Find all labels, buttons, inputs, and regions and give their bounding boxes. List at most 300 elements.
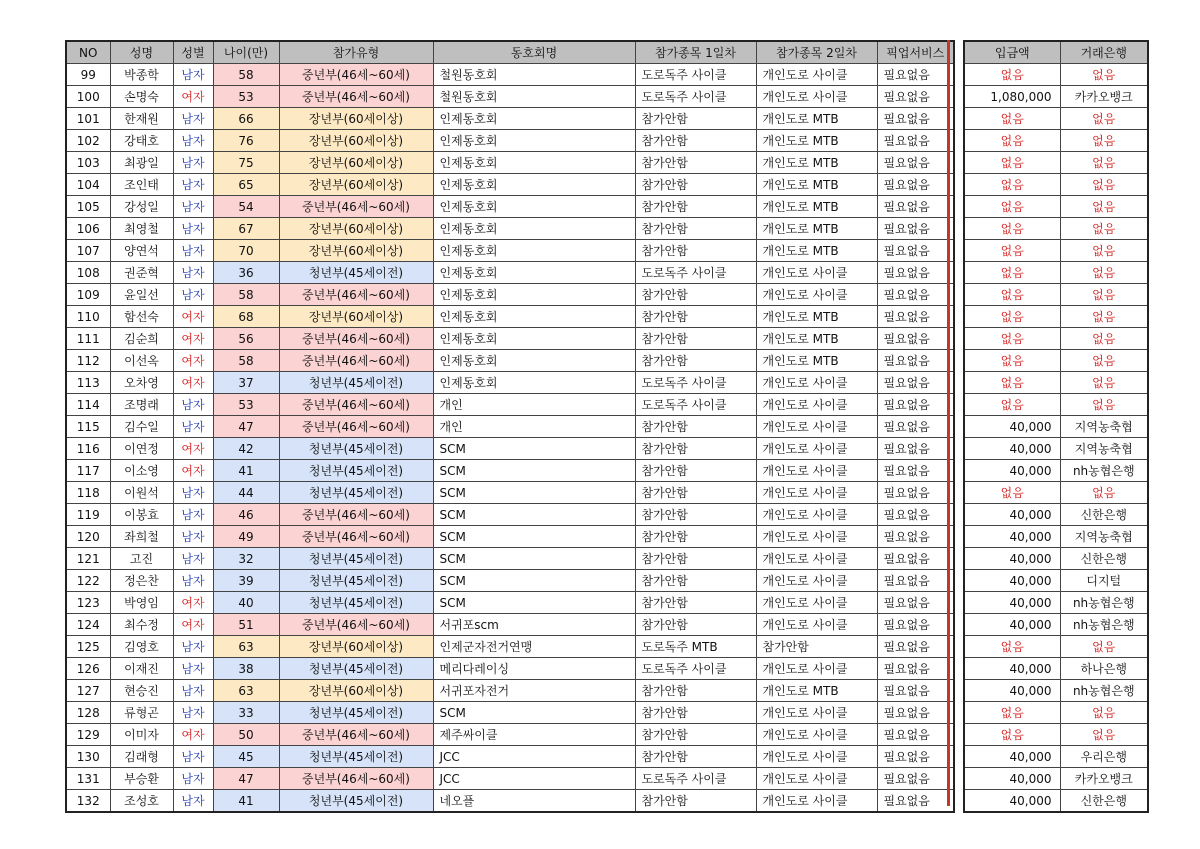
payment-row (964, 372, 1148, 394)
cell-pickup: 필요없음 (877, 394, 954, 416)
cell-club: 메리다레이싱 (433, 658, 635, 680)
cell-category: 청년부(45세이전) (279, 482, 433, 504)
cell-bank: 없음 (1060, 636, 1148, 658)
cell-gender: 남자 (173, 174, 213, 196)
payment-row (964, 526, 1148, 548)
payment-table (963, 40, 1149, 813)
payment-row (964, 394, 1148, 416)
cell-age: 58 (213, 64, 279, 86)
table-row (66, 218, 954, 240)
cell-day1: 참가안함 (635, 240, 756, 262)
cell-club: 네오플 (433, 790, 635, 813)
cell-club: 개인 (433, 416, 635, 438)
cell-bank: 신한은행 (1060, 548, 1148, 570)
cell-pickup: 필요없음 (877, 350, 954, 372)
cell-category: 청년부(45세이전) (279, 460, 433, 482)
cell-pickup: 필요없음 (877, 328, 954, 350)
cell-category: 중년부(46세~60세) (279, 724, 433, 746)
header-no: NO (66, 41, 110, 64)
cell-club: 인제동호회 (433, 196, 635, 218)
payment-row (964, 174, 1148, 196)
cell-day2: 개인도로 사이클 (756, 614, 877, 636)
cell-pickup: 필요없음 (877, 108, 954, 130)
cell-club: 인제동호회 (433, 240, 635, 262)
cell-gender: 여자 (173, 86, 213, 108)
table-row (66, 724, 954, 746)
cell-category: 중년부(46세~60세) (279, 328, 433, 350)
cell-club: JCC (433, 746, 635, 768)
cell-age: 39 (213, 570, 279, 592)
cell-club: 인제동호회 (433, 306, 635, 328)
cell-pickup: 필요없음 (877, 460, 954, 482)
table-row (66, 372, 954, 394)
cell-day1: 참가안함 (635, 746, 756, 768)
cell-name: 양연석 (110, 240, 173, 262)
cell-bank: 하나은행 (1060, 658, 1148, 680)
cell-gender: 남자 (173, 658, 213, 680)
table-row (66, 570, 954, 592)
cell-deposit: 없음 (964, 372, 1060, 394)
cell-club: SCM (433, 504, 635, 526)
table-row (66, 614, 954, 636)
cell-age: 47 (213, 416, 279, 438)
cell-no: 130 (66, 746, 110, 768)
cell-name: 김래형 (110, 746, 173, 768)
cell-day1: 도로독주 사이클 (635, 658, 756, 680)
cell-club: 제주싸이클 (433, 724, 635, 746)
table-row (66, 636, 954, 658)
table-row (66, 152, 954, 174)
cell-club: JCC (433, 768, 635, 790)
header-age: 나이(만) (213, 41, 279, 64)
cell-bank: 없음 (1060, 306, 1148, 328)
cell-pickup: 필요없음 (877, 284, 954, 306)
cell-name: 부승환 (110, 768, 173, 790)
cell-gender: 남자 (173, 526, 213, 548)
cell-age: 70 (213, 240, 279, 262)
table-row (66, 790, 954, 813)
cell-deposit: 1,080,000 (964, 86, 1060, 108)
cell-pickup: 필요없음 (877, 570, 954, 592)
table-row (66, 130, 954, 152)
cell-category: 장년부(60세이상) (279, 218, 433, 240)
cell-day1: 도로독주 사이클 (635, 262, 756, 284)
cell-gender: 여자 (173, 328, 213, 350)
payment-row (964, 438, 1148, 460)
cell-club: 인제동호회 (433, 350, 635, 372)
cell-no: 120 (66, 526, 110, 548)
cell-day1: 도로독주 사이클 (635, 372, 756, 394)
cell-pickup: 필요없음 (877, 702, 954, 724)
cell-pickup: 필요없음 (877, 196, 954, 218)
cell-category: 청년부(45세이전) (279, 746, 433, 768)
cell-bank: 디지털 (1060, 570, 1148, 592)
cell-gender: 여자 (173, 460, 213, 482)
cell-age: 42 (213, 438, 279, 460)
cell-name: 박종학 (110, 64, 173, 86)
cell-bank: 카카오뱅크 (1060, 768, 1148, 790)
cell-name: 이미자 (110, 724, 173, 746)
cell-gender: 남자 (173, 262, 213, 284)
cell-no: 107 (66, 240, 110, 262)
table-row (66, 64, 954, 86)
cell-day2: 개인도로 사이클 (756, 416, 877, 438)
cell-name: 이선옥 (110, 350, 173, 372)
cell-gender: 여자 (173, 592, 213, 614)
table-row (66, 350, 954, 372)
cell-gender: 남자 (173, 152, 213, 174)
cell-deposit: 없음 (964, 174, 1060, 196)
cell-age: 50 (213, 724, 279, 746)
cell-category: 중년부(46세~60세) (279, 64, 433, 86)
cell-name: 강성일 (110, 196, 173, 218)
cell-day1: 도로독주 사이클 (635, 64, 756, 86)
cell-pickup: 필요없음 (877, 592, 954, 614)
cell-name: 류형곤 (110, 702, 173, 724)
cell-no: 132 (66, 790, 110, 813)
payment-row (964, 658, 1148, 680)
cell-bank: 없음 (1060, 196, 1148, 218)
cell-name: 김영호 (110, 636, 173, 658)
cell-name: 이소영 (110, 460, 173, 482)
cell-deposit: 40,000 (964, 504, 1060, 526)
cell-day2: 개인도로 MTB (756, 152, 877, 174)
cell-no: 104 (66, 174, 110, 196)
payment-row (964, 262, 1148, 284)
cell-no: 106 (66, 218, 110, 240)
cell-category: 중년부(46세~60세) (279, 394, 433, 416)
cell-bank: 없음 (1060, 350, 1148, 372)
cell-category: 중년부(46세~60세) (279, 86, 433, 108)
cell-deposit: 없음 (964, 350, 1060, 372)
payment-row (964, 416, 1148, 438)
cell-deposit: 40,000 (964, 460, 1060, 482)
payment-row (964, 328, 1148, 350)
cell-club: 서귀포자전거 (433, 680, 635, 702)
cell-category: 중년부(46세~60세) (279, 196, 433, 218)
cell-no: 115 (66, 416, 110, 438)
cell-name: 김순희 (110, 328, 173, 350)
cell-day1: 참가안함 (635, 460, 756, 482)
cell-bank: 없음 (1060, 372, 1148, 394)
cell-age: 58 (213, 350, 279, 372)
cell-no: 105 (66, 196, 110, 218)
cell-bank: 없음 (1060, 394, 1148, 416)
cell-day2: 개인도로 사이클 (756, 262, 877, 284)
cell-day2: 개인도로 사이클 (756, 394, 877, 416)
cell-day2: 개인도로 MTB (756, 680, 877, 702)
payment-row (964, 680, 1148, 702)
cell-pickup: 필요없음 (877, 218, 954, 240)
cell-deposit: 40,000 (964, 592, 1060, 614)
cell-category: 장년부(60세이상) (279, 636, 433, 658)
cell-age: 36 (213, 262, 279, 284)
cell-deposit: 없음 (964, 284, 1060, 306)
cell-day1: 도로독주 사이클 (635, 86, 756, 108)
cell-gender: 남자 (173, 680, 213, 702)
cell-category: 장년부(60세이상) (279, 108, 433, 130)
payment-row (964, 548, 1148, 570)
cell-name: 강태호 (110, 130, 173, 152)
cell-bank: 없음 (1060, 240, 1148, 262)
table-row (66, 86, 954, 108)
cell-day2: 개인도로 MTB (756, 108, 877, 130)
table-row (66, 174, 954, 196)
table-row (66, 768, 954, 790)
cell-gender: 남자 (173, 108, 213, 130)
payment-row (964, 768, 1148, 790)
cell-deposit: 40,000 (964, 746, 1060, 768)
cell-pickup: 필요없음 (877, 504, 954, 526)
cell-day2: 개인도로 사이클 (756, 658, 877, 680)
header-club: 동호회명 (433, 41, 635, 64)
header-bank: 거래은행 (1060, 41, 1148, 64)
table-row (66, 548, 954, 570)
cell-no: 116 (66, 438, 110, 460)
cell-age: 65 (213, 174, 279, 196)
header-pickup: 픽업서비스 (877, 41, 954, 64)
cell-deposit: 없음 (964, 218, 1060, 240)
cell-bank: 신한은행 (1060, 504, 1148, 526)
cell-day2: 개인도로 MTB (756, 130, 877, 152)
cell-age: 68 (213, 306, 279, 328)
cell-gender: 남자 (173, 416, 213, 438)
cell-pickup: 필요없음 (877, 438, 954, 460)
header-day2: 참가종목 2일차 (756, 41, 877, 64)
cell-day1: 참가안함 (635, 350, 756, 372)
participant-table (65, 40, 955, 813)
cell-day1: 도로독주 사이클 (635, 394, 756, 416)
cell-deposit: 40,000 (964, 570, 1060, 592)
cell-no: 119 (66, 504, 110, 526)
cell-age: 40 (213, 592, 279, 614)
payment-row (964, 702, 1148, 724)
cell-club: 인제동호회 (433, 108, 635, 130)
cell-category: 중년부(46세~60세) (279, 504, 433, 526)
cell-category: 장년부(60세이상) (279, 680, 433, 702)
cell-deposit: 없음 (964, 64, 1060, 86)
cell-deposit: 없음 (964, 482, 1060, 504)
cell-deposit: 없음 (964, 130, 1060, 152)
payment-row (964, 152, 1148, 174)
cell-no: 126 (66, 658, 110, 680)
cell-pickup: 필요없음 (877, 86, 954, 108)
cell-gender: 남자 (173, 746, 213, 768)
cell-bank: 없음 (1060, 152, 1148, 174)
payment-row (964, 218, 1148, 240)
cell-day1: 참가안함 (635, 548, 756, 570)
cell-age: 58 (213, 284, 279, 306)
cell-no: 118 (66, 482, 110, 504)
cell-pickup: 필요없음 (877, 746, 954, 768)
cell-day2: 개인도로 MTB (756, 174, 877, 196)
cell-name: 현승진 (110, 680, 173, 702)
cell-age: 44 (213, 482, 279, 504)
cell-category: 장년부(60세이상) (279, 152, 433, 174)
cell-no: 128 (66, 702, 110, 724)
cell-bank: 없음 (1060, 702, 1148, 724)
cell-bank: nh농협은행 (1060, 614, 1148, 636)
table-row (66, 592, 954, 614)
cell-age: 54 (213, 196, 279, 218)
table-row (66, 108, 954, 130)
payment-row (964, 790, 1148, 813)
cell-category: 청년부(45세이전) (279, 570, 433, 592)
cell-gender: 남자 (173, 240, 213, 262)
cell-day1: 참가안함 (635, 218, 756, 240)
cell-age: 33 (213, 702, 279, 724)
cell-club: 개인 (433, 394, 635, 416)
cell-bank: 신한은행 (1060, 790, 1148, 813)
cell-day1: 참가안함 (635, 328, 756, 350)
cell-deposit: 없음 (964, 152, 1060, 174)
cell-name: 조명래 (110, 394, 173, 416)
cell-bank: 없음 (1060, 284, 1148, 306)
cell-club: 인제동호회 (433, 328, 635, 350)
cell-deposit: 없음 (964, 108, 1060, 130)
cell-age: 75 (213, 152, 279, 174)
cell-day1: 도로독주 MTB (635, 636, 756, 658)
table-row (66, 416, 954, 438)
cell-category: 장년부(60세이상) (279, 306, 433, 328)
cell-name: 이봉효 (110, 504, 173, 526)
cell-club: 인제동호회 (433, 262, 635, 284)
cell-day1: 참가안함 (635, 130, 756, 152)
cell-no: 113 (66, 372, 110, 394)
cell-pickup: 필요없음 (877, 614, 954, 636)
cell-bank: 없음 (1060, 218, 1148, 240)
cell-age: 49 (213, 526, 279, 548)
header-gender: 성별 (173, 41, 213, 64)
payment-row (964, 482, 1148, 504)
cell-deposit: 40,000 (964, 658, 1060, 680)
cell-category: 청년부(45세이전) (279, 438, 433, 460)
cell-name: 윤일선 (110, 284, 173, 306)
payment-row (964, 460, 1148, 482)
cell-gender: 남자 (173, 284, 213, 306)
cell-day1: 참가안함 (635, 482, 756, 504)
cell-no: 114 (66, 394, 110, 416)
cell-category: 중년부(46세~60세) (279, 768, 433, 790)
cell-category: 장년부(60세이상) (279, 130, 433, 152)
table-row (66, 526, 954, 548)
cell-age: 76 (213, 130, 279, 152)
cell-category: 중년부(46세~60세) (279, 350, 433, 372)
payment-row (964, 350, 1148, 372)
cell-no: 125 (66, 636, 110, 658)
cell-club: 철원동호회 (433, 64, 635, 86)
cell-name: 이재진 (110, 658, 173, 680)
cell-category: 청년부(45세이전) (279, 262, 433, 284)
payment-row (964, 108, 1148, 130)
cell-day2: 참가안함 (756, 636, 877, 658)
table-row (66, 482, 954, 504)
cell-deposit: 40,000 (964, 614, 1060, 636)
cell-bank: 없음 (1060, 328, 1148, 350)
table-body (66, 64, 954, 813)
payment-row (964, 240, 1148, 262)
cell-name: 최영철 (110, 218, 173, 240)
payment-row (964, 592, 1148, 614)
cell-club: SCM (433, 460, 635, 482)
cell-gender: 남자 (173, 64, 213, 86)
cell-day2: 개인도로 MTB (756, 196, 877, 218)
cell-gender: 여자 (173, 614, 213, 636)
table-row (66, 504, 954, 526)
cell-bank: 지역농축협 (1060, 526, 1148, 548)
cell-day1: 참가안함 (635, 526, 756, 548)
cell-pickup: 필요없음 (877, 262, 954, 284)
cell-bank: 지역농축협 (1060, 416, 1148, 438)
cell-category: 중년부(46세~60세) (279, 614, 433, 636)
cell-day2: 개인도로 사이클 (756, 592, 877, 614)
table-row (66, 460, 954, 482)
cell-name: 이원석 (110, 482, 173, 504)
payment-row (964, 196, 1148, 218)
cell-category: 중년부(46세~60세) (279, 416, 433, 438)
cell-pickup: 필요없음 (877, 152, 954, 174)
cell-day1: 참가안함 (635, 592, 756, 614)
payment-row (964, 306, 1148, 328)
cell-gender: 여자 (173, 350, 213, 372)
cell-pickup: 필요없음 (877, 548, 954, 570)
cell-age: 53 (213, 394, 279, 416)
cell-gender: 남자 (173, 702, 213, 724)
cell-no: 121 (66, 548, 110, 570)
cell-club: 철원동호회 (433, 86, 635, 108)
cell-bank: 없음 (1060, 724, 1148, 746)
payment-row (964, 130, 1148, 152)
column-separator (947, 40, 950, 806)
cell-pickup: 필요없음 (877, 636, 954, 658)
cell-age: 32 (213, 548, 279, 570)
cell-club: SCM (433, 438, 635, 460)
table-row (66, 196, 954, 218)
cell-gender: 여자 (173, 372, 213, 394)
cell-age: 63 (213, 636, 279, 658)
cell-category: 청년부(45세이전) (279, 548, 433, 570)
cell-pickup: 필요없음 (877, 680, 954, 702)
cell-gender: 남자 (173, 130, 213, 152)
cell-day2: 개인도로 사이클 (756, 768, 877, 790)
cell-pickup: 필요없음 (877, 482, 954, 504)
cell-day2: 개인도로 사이클 (756, 504, 877, 526)
cell-day1: 참가안함 (635, 680, 756, 702)
cell-day1: 참가안함 (635, 416, 756, 438)
cell-gender: 여자 (173, 438, 213, 460)
cell-day2: 개인도로 사이클 (756, 570, 877, 592)
cell-day2: 개인도로 MTB (756, 350, 877, 372)
cell-age: 53 (213, 86, 279, 108)
cell-bank: 우리은행 (1060, 746, 1148, 768)
cell-age: 46 (213, 504, 279, 526)
cell-name: 조성호 (110, 790, 173, 813)
cell-name: 김수일 (110, 416, 173, 438)
cell-pickup: 필요없음 (877, 306, 954, 328)
cell-club: SCM (433, 482, 635, 504)
cell-no: 109 (66, 284, 110, 306)
cell-club: 인제동호회 (433, 130, 635, 152)
cell-no: 124 (66, 614, 110, 636)
cell-no: 110 (66, 306, 110, 328)
cell-club: 인제군자전거연맹 (433, 636, 635, 658)
cell-day2: 개인도로 MTB (756, 328, 877, 350)
cell-no: 112 (66, 350, 110, 372)
cell-deposit: 없음 (964, 306, 1060, 328)
cell-day1: 참가안함 (635, 438, 756, 460)
cell-age: 41 (213, 460, 279, 482)
cell-club: SCM (433, 592, 635, 614)
